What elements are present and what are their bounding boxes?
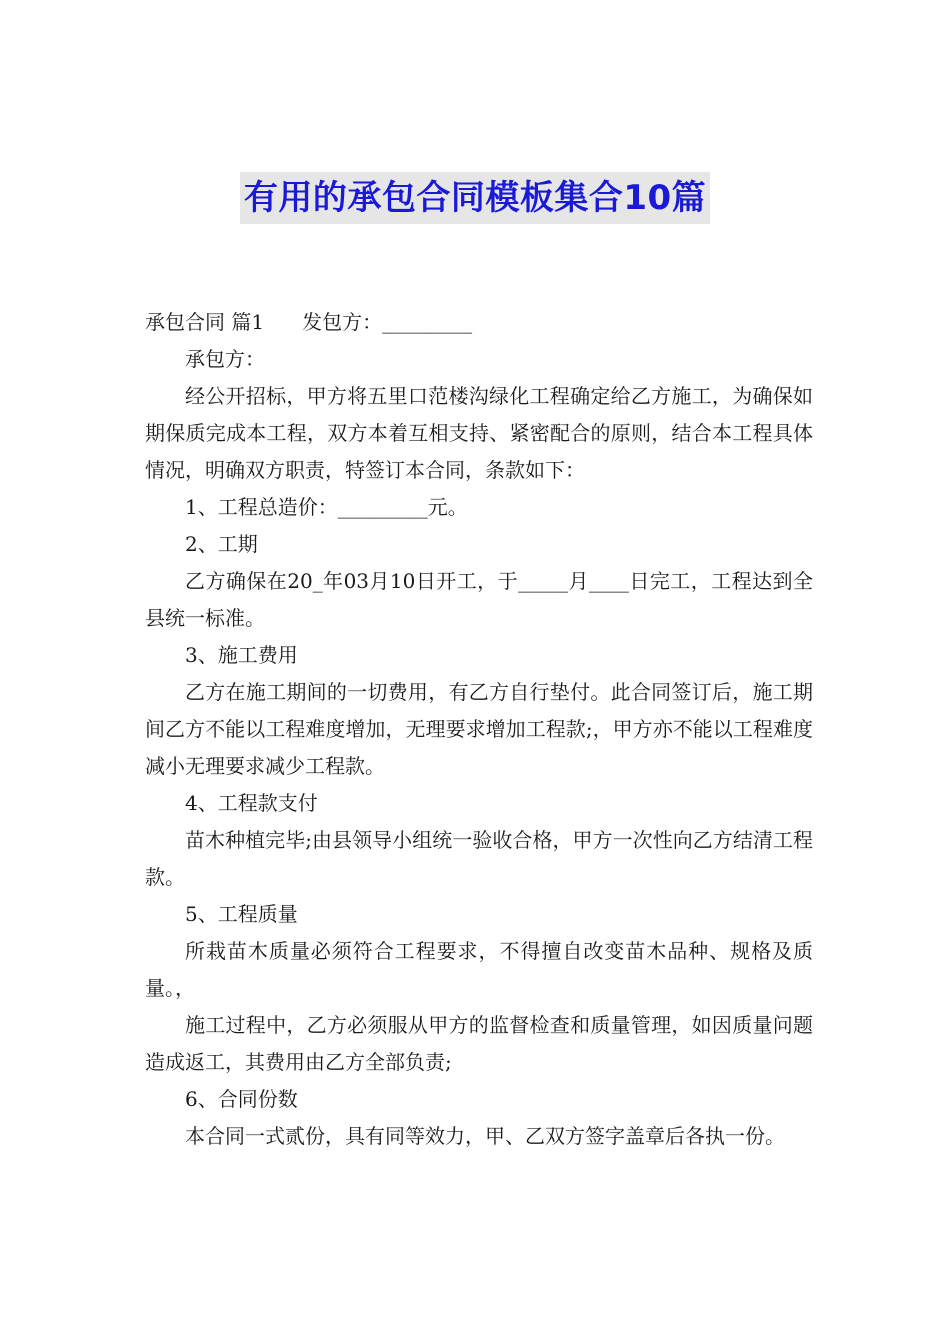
paragraph-clause-3-heading: 3、施工费用 [185, 643, 298, 667]
paragraph-clause-3-body: 乙方在施工期间的一切费用，有乙方自行垫付。此合同签订后，施工期间乙方不能以工程难度增加，无理要求增加工程款;，甲方亦不能以工程难度减小无理要求减少工程款。 [145, 680, 813, 778]
paragraph-clause-5-body-1: 所栽苗木质量必须符合工程要求，不得擅自改变苗木品种、规格及质量。， [145, 939, 813, 1000]
paragraph-contractor: 承包方： [185, 347, 265, 371]
paragraph-clause-5-heading: 5、工程质量 [185, 902, 298, 926]
paragraph-clause-2-heading: 2、工期 [185, 532, 258, 556]
title-container [0, 172, 950, 224]
paragraph-clause-4-heading: 4、工程款支付 [185, 791, 318, 815]
paragraph-clause-5-body-2: 施工过程中，乙方必须服从甲方的监督检查和质量管理，如因质量问题造成返工，其费用由乙方全部负责; [145, 1013, 813, 1074]
document-body [145, 304, 813, 1155]
paragraph-intro: 经公开招标，甲方将五里口范楼沟绿化工程确定给乙方施工，为确保如期保质完成本工程，双方本着互相支持、紧密配合的原则，结合本工程具体情况，明确双方职责，特签订本合同，条款如下： [145, 384, 813, 482]
paragraph-clause-4-body: 苗木种植完毕;由县领导小组统一验收合格，甲方一次性向乙方结清工程款。 [145, 828, 813, 889]
section-label: 承包合同 篇1 [145, 310, 265, 334]
paragraph-clause-6-heading: 6、合同份数 [185, 1087, 298, 1111]
paragraph-section-header [145, 304, 813, 341]
document-title: 有用的承包合同模板集合10篇 [240, 172, 710, 224]
paragraph-clause-1: 1、工程总造价：_________元。 [185, 495, 468, 519]
paragraph-clause-6-body: 本合同一式贰份，具有同等效力，甲、乙双方签字盖章后各执一份。 [185, 1124, 785, 1148]
paragraph-clause-2-body: 乙方确保在20_年03月10日开工，于_____月____日完工，工程达到全县统一标准。 [145, 569, 813, 630]
employer-line: 发包方：_________ [302, 310, 473, 334]
